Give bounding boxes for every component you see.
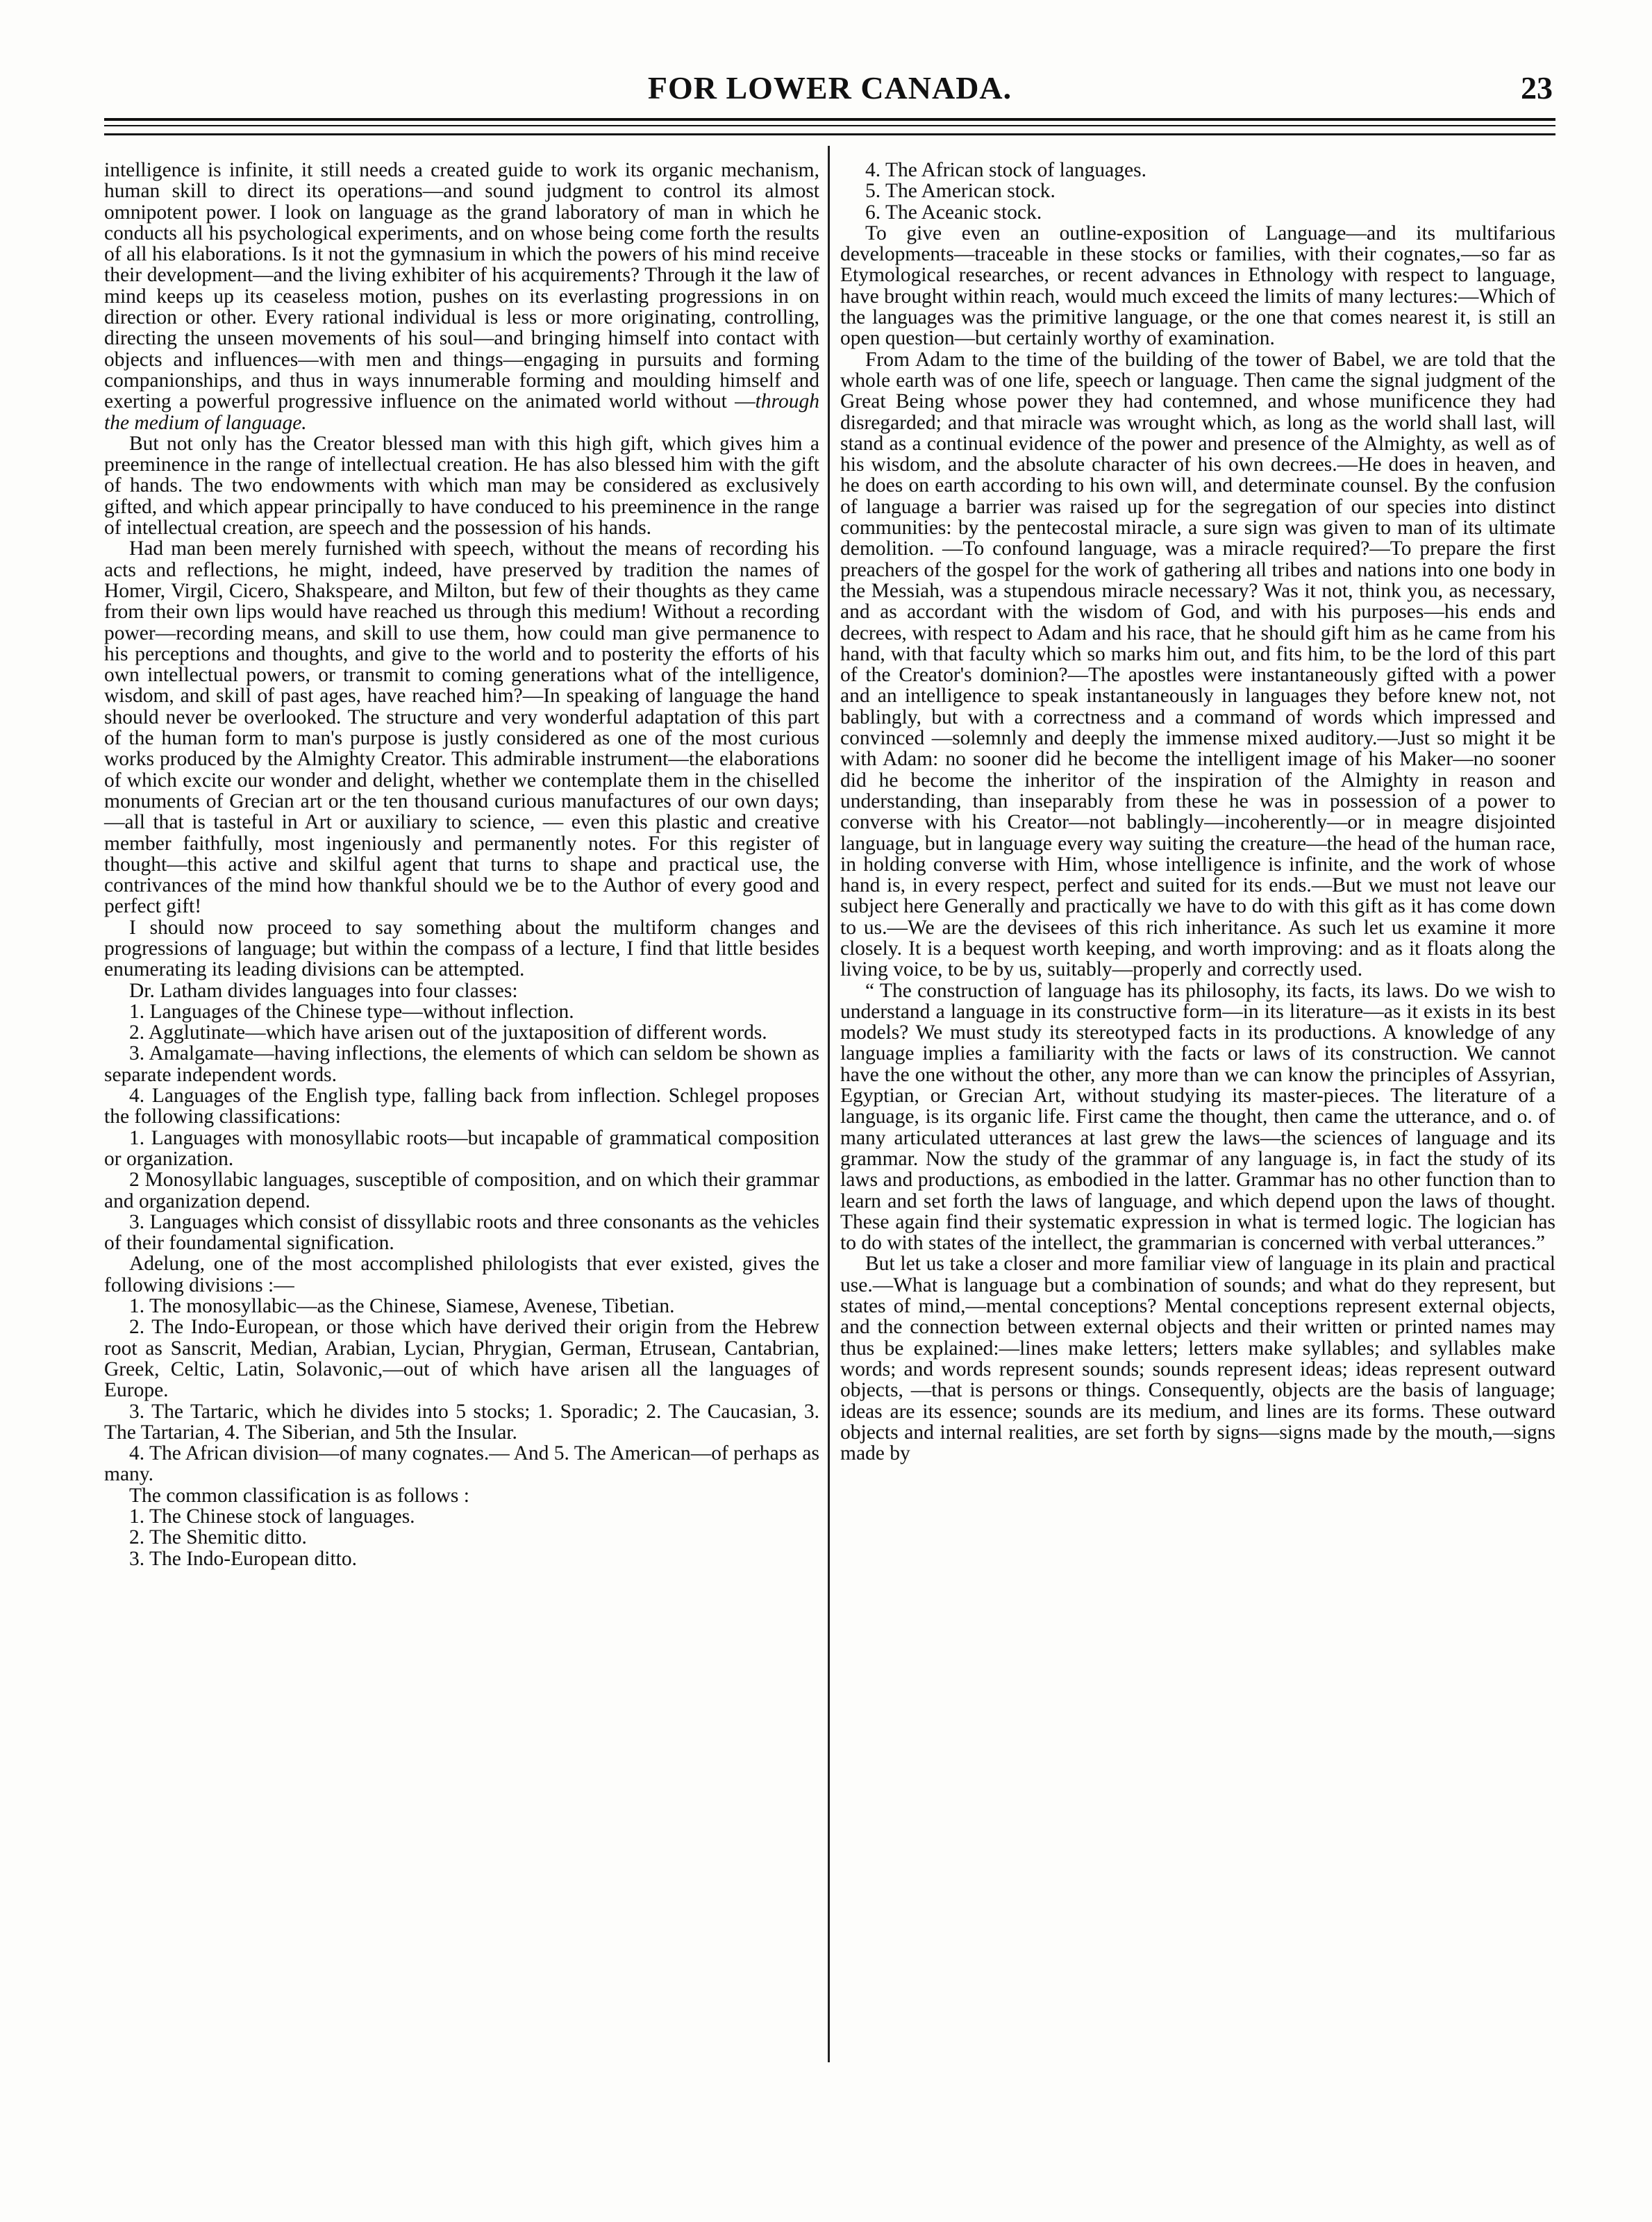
- header-rule: [104, 118, 1555, 121]
- right-column: [840, 160, 1555, 1464]
- emphasis: through the medium of language.: [104, 390, 819, 434]
- list-item: 4. The African division—of many cognates.— And 5. The American—of perhaps as many.: [104, 1442, 819, 1486]
- paragraph: Dr. Latham divides languages into four classes:: [129, 979, 518, 1002]
- column-divider: [828, 146, 830, 2062]
- paragraph: Had man been merely furnished with speech, without the means of recording his acts and reflections, he might, indeed, have preserved by tradition the names of Homer, Virgil, Cicero, Shakspeare, and Milton, but few of their thoughts as they came from their own lips would have reached us through this medium! Without a recording power—recording means, and skill to use them, how could man give permanence to his perceptions and thoughts, and give to the world and to posterity the efforts of his own intellectual powers, or transmit to coming generations what of the intelligence, wisdom, and skill of past ages, have reached him?—In speaking of language the hand should never be overlooked. The structure and very wonderful adaptation of this part of the human form to man's purpose is justly considered as one of the most curious works produced by the Almighty Creator. This admirable instrument—the elaborations of which excite our wonder and delight, whether we contemplate them in the chiselled monuments of Grecian art or the ten thousand curious manufactures of our own days;—all that is tasteful in Art or auxiliary to science, — even this plastic and creative member faithfully, most ingeniously and permanently notes. For this register of thought—this active and skilful agent that turns to shape and practical use, the contrivances of the mind how thankful should we be to the Author of every good and perfect gift!: [104, 537, 819, 918]
- list-item: 3. Amalgamate—having inflections, the elements of which can seldom be shown as separate independent words.: [104, 1042, 819, 1086]
- list-item: 5. The American stock.: [865, 180, 1056, 203]
- paragraph: intelligence is infinite, it still needs a created guide to work its organic mechanism, human skill to direct its operations—and sound judgment to control its almost omnipotent power. I look on language as the grand laboratory of man in which he conducts all his psychological experiments, and on whose being come forth the results of all his elaborations. Is it not the gymnasium in which the powers of his mind receive their development—and the living exhibiter of his acquirements? Through it the law of mind keeps up its ceaseless motion, pushes on its everlasting progressions in on direction or other. Every rational individual is less or more originating, controlling, directing the unseen movements of his soul—and bringing himself into contact with objects and influences—with men and things—engaging in pursuits and forming companionships, and thus in ways innumerable forming and moulding himself and exerting a powerful progressive influence on the animated world without —through the medium of language.: [104, 159, 819, 434]
- list-item: 2 Monosyllabic languages, susceptible of composition, and on which their grammar and organization depend.: [104, 1169, 819, 1212]
- list-item: 1. The Chinese stock of languages.: [129, 1505, 415, 1528]
- paragraph: But not only has the Creator blessed man with this high gift, which gives him a preeminence in the range of intellectual creation. He has also blessed him with the gift of hands. The two endowments with which man may be considered as exclusively gifted, and which appear principally to have conduced to his preeminence in the range of intellectual creation, are speech and the possession of his hands.: [104, 432, 819, 540]
- header-rule: [104, 125, 1555, 126]
- list-item: 2. Agglutinate—which have arisen out of the juxtaposition of different words.: [129, 1021, 767, 1044]
- list-item: 1. The monosyllabic—as the Chinese, Siamese, Avenese, Tibetian.: [129, 1295, 675, 1318]
- left-column: [104, 160, 819, 1569]
- header-rule: [104, 133, 1555, 135]
- paragraph: “ The construction of language has its philosophy, its facts, its laws. Do we wish to understand a language in its constructive form—in its literature—as it exists in its best models? We must study its stereotyped facts in its productions. A knowledge of any language implies a familiarity with the facts or laws of its construction. We cannot have the one without the other, any more than we can know the principles of Assyrian, Egyptian, or Grecian Art, without studying its master-pieces. The literature of a language, is its organic life. First came the thought, then came the utterance, and o. of many articulated utterances at last grew the laws—the sciences of language and its grammar. Now the study of the grammar of any language is, in fact the study of its laws and productions, as embodied in the latter. Grammar has no other function than to learn and set forth the laws of language, and which depend upon the laws of thought. These again find their systematic expression in what is termed logic. The logician has to do with states of the intellect, the grammarian is concerned with verbal utterances.”: [840, 979, 1555, 1255]
- paragraph: From Adam to the time of the building of the tower of Babel, we are told that the whole earth was of one life, speech or language. Then came the signal judgment of the Great Being whose power they had contemned, and whose munificence they had disregarded; and that miracle was wrought which, as long as the world shall last, will stand as a continual evidence of the power and presence of the Almighty, as well as of his wisdom, and the absolute character of his own decrees.—He does in heaven, and he does on earth according to his own will, and determinate counsel. By the confusion of language a barrier was raised up for the segregation of our species into distinct communities: by the pentecostal miracle, a sure sign was given to man of its ultimate demolition. —To confound language, was a miracle required?—To prepare the first preachers of the gospel for the work of gathering all tribes and nations into one body in the Messiah, was a stupendous miracle necessary? Was it not, think you, as necessary, and as accordant with the wisdom of God, and with his purposes—his ends and decrees, with respect to Adam and his race, that he should gift him as he came from his hand, with that faculty which so marks him out, and fits him, to be the lord of this part of the Creator's dominion?—The apostles were instantaneously gifted with a power and an intelligence to speak instantaneously in languages they before knew not, not bablingly, but with a correctness and a command of words which impressed and convinced —solemnly and deeply the immense mixed auditory.—Just so might it be with Adam: no sooner did he become the intelligent image of his Maker—no sooner did he become the inheritor of the inspiration of the Almighty in reason and understanding, than inseparably from these he was in possession of a power to converse with his Creator—not bablingly—incoherently—or in meagre disjointed language, but in language every way suiting the creature—the head of the human race, in holding converse with Him, whose intelligence is infinite, and the work of whose hand is, in every respect, perfect and suited for its ends.—But we must not leave our subject here Generally and practically we have to do with this gift as it has come down to us.—We are the devisees of this rich inheritance. As such let us examine it more closely. It is a bequest worth keeping, and worth improving: and as it floats along the living voice, to be by us, suitably—properly and correctly used.: [840, 348, 1555, 981]
- list-item: 3. Languages which consist of dissyllabic roots and three consonants as the vehicles of their foundamental signification.: [104, 1210, 819, 1255]
- list-item: 4. The African stock of languages.: [865, 159, 1146, 181]
- list-item: 4. Languages of the English type, falling back from inflection. Schlegel proposes the following classifications:: [104, 1085, 819, 1128]
- list-item: 6. The Aceanic stock.: [865, 201, 1042, 224]
- paragraph: I should now proceed to say something about the multiform changes and progressions of language; but within the compass of a lecture, I find that little besides enumerating its leading divisions can be attempted.: [104, 916, 819, 981]
- page-title: FOR LOWER CANADA.: [647, 70, 1012, 106]
- paragraph: Adelung, one of the most accomplished philologists that ever existed, gives the following divisions :—: [104, 1253, 819, 1296]
- paragraph: The common classification is as follows :: [129, 1484, 469, 1507]
- page-header: [104, 67, 1555, 115]
- page-number: 23: [1521, 70, 1553, 106]
- list-item: 3. The Indo-European ditto.: [129, 1547, 357, 1570]
- list-item: 2. The Indo-European, or those which have derived their origin from the Hebrew root as Sanscrit, Median, Arabian, Lycian, Phrygian, German, Etrusean, Cantabrian, Greek, Celtic, Latin, Solavonic,—out of which have arisen all the languages of Europe.: [104, 1316, 819, 1402]
- paragraph: But let us take a closer and more familiar view of language in its plain and practical use.—What is language but a combination of sounds; and what do they represent, but states of mind,—mental conceptions? Mental conceptions represent external objects, and the connection between external objects and their written or printed names may thus be explained:—lines make letters; letters make syllables; and syllables make words; and words represent sounds; sounds represent ideas; ideas represent outward objects, —that is persons or things. Consequently, objects are the basis of language; ideas are its essence; sounds are its medium, and lines are its forms. These outward objects and internal realities, are set forth by signs—signs made by the mouth,—signs made by: [840, 1253, 1555, 1465]
- list-item: 3. The Tartaric, which he divides into 5 stocks; 1. Sporadic; 2. The Caucasian, 3. The Tartarian, 4. The Siberian, and 5th the Insular.: [104, 1400, 819, 1444]
- paragraph: To give even an outline-exposition of Language—and its multifarious developments—traceable in these stocks or families, with their cognates,—so far as Etymological researches, or recent advances in Ethnology with respect to language, have brought within reach, would much exceed the limits of many lectures:—Which of the languages was the primitive language, or the one that comes nearest it, is still an open question—but certainly worthy of examination.: [840, 222, 1555, 350]
- list-item: 2. The Shemitic ditto.: [129, 1526, 307, 1549]
- list-item: 1. Languages with monosyllabic roots—but incapable of grammatical composition or organization.: [104, 1126, 819, 1170]
- list-item: 1. Languages of the Chinese type—without inflection.: [129, 1000, 574, 1023]
